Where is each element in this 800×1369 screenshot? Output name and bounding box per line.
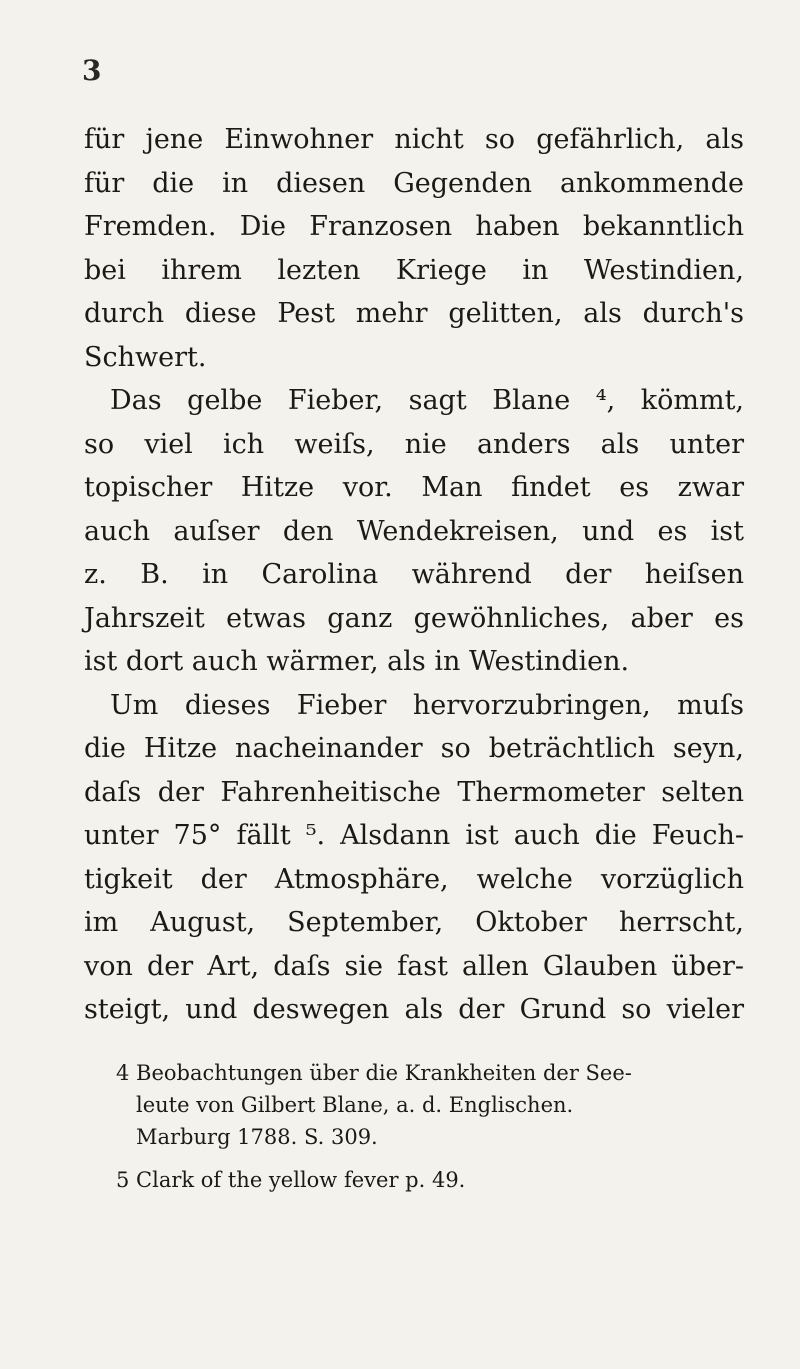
- text-line: daſs der Fahrenheitische Thermometer selten: [84, 776, 744, 808]
- text-line: bei ihrem lezten Kriege in Westindien,: [84, 254, 744, 286]
- footnote-4-line: leute von Gilbert Blane, a. d. Englischen.: [136, 1093, 574, 1117]
- footnote-4-line: 4 Beobachtungen über die Krankheiten der See-: [116, 1061, 632, 1085]
- text-line: unter 75° fällt ⁵. Alsdann ist auch die Feuch-: [84, 820, 744, 851]
- footnotes: [116, 1057, 744, 1196]
- text-line: Schwert.: [84, 341, 207, 373]
- body-text: [84, 118, 744, 1032]
- text-line: so viel ich weiſs, nie anders als unter: [84, 428, 744, 460]
- text-line: auch auſser den Wendekreisen, und es ist: [84, 515, 744, 547]
- text-line: von der Art, daſs sie fast allen Glauben über-: [84, 950, 744, 982]
- paragraph-start: Das gelbe Fieber, sagt Blane ⁴, kömmt,: [110, 385, 744, 416]
- text-line: Jahrszeit etwas ganz gewöhnliches, aber es: [84, 602, 744, 634]
- text-line: durch diese Pest mehr gelitten, als durch's: [84, 298, 744, 329]
- text-line: im August, September, Oktober herrscht,: [84, 907, 744, 938]
- text-line: für jene Einwohner nicht so gefährlich, als: [84, 124, 744, 155]
- text-line: ist dort auch wärmer, als in Westindien.: [84, 646, 630, 677]
- footnote-4-line: Marburg 1788. S. 309.: [136, 1125, 378, 1149]
- page-number: 3: [82, 54, 102, 87]
- text-line: für die in diesen Gegenden ankommende: [84, 167, 744, 199]
- text-line: Fremden. Die Franzosen haben bekanntlich: [84, 211, 744, 242]
- paragraph-start: Um dieses Fieber hervorzubringen, muſs: [110, 689, 744, 721]
- text-line: topischer Hitze vor. Man findet es zwar: [84, 472, 744, 503]
- text-line: z. B. in Carolina während der heiſsen: [84, 559, 744, 590]
- text-line: tigkeit der Atmosphäre, welche vorzüglich: [84, 863, 744, 895]
- text-line: die Hitze nacheinander so beträchtlich seyn,: [84, 733, 744, 764]
- text-line: steigt, und deswegen als der Grund so vieler: [84, 994, 744, 1025]
- footnote-5-line: 5 Clark of the yellow fever p. 49.: [116, 1168, 466, 1192]
